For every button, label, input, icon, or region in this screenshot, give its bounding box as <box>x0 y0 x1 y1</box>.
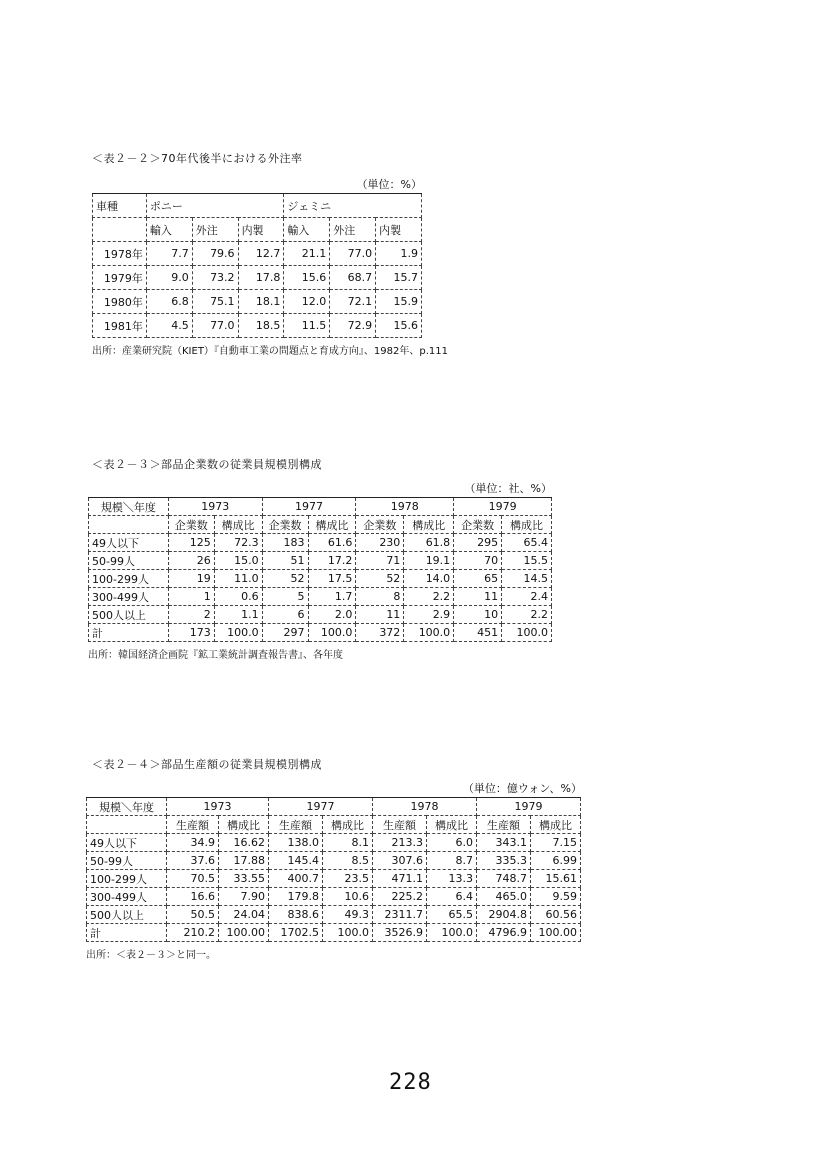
table-cell: 125 <box>168 534 214 552</box>
table-cell: 65.4 <box>502 534 552 552</box>
header-cell: 構成比 <box>219 816 269 834</box>
year-header: 1978 <box>373 798 477 816</box>
page-number: 228 <box>389 1070 432 1095</box>
row-label: 1981年 <box>93 314 147 338</box>
year-header: 1973 <box>168 498 262 516</box>
table-cell: 179.8 <box>269 888 323 906</box>
table-cell: 100.0 <box>427 924 477 942</box>
table-cell: 1.7 <box>308 588 356 606</box>
header-cell: ジェミニ <box>284 194 422 218</box>
header-cell: 構成比 <box>427 816 477 834</box>
table-cell: 61.6 <box>308 534 356 552</box>
row-label: 500人以上 <box>89 606 169 624</box>
table-cell: 7.7 <box>146 242 192 266</box>
table-cell: 37.6 <box>167 852 219 870</box>
table-cell: 72.3 <box>214 534 262 552</box>
header-cell: 内製 <box>238 218 284 242</box>
table-header-row <box>89 498 552 516</box>
table-cell: 33.55 <box>219 870 269 888</box>
table-2-2-source: 出所：産業研究院（KIET）『自動車工業の問題点と育成方向』、1982年、p.111 <box>92 346 448 357</box>
table-cell: 2.9 <box>404 606 454 624</box>
row-label: 100-299人 <box>87 870 167 888</box>
table-cell: 297 <box>262 624 308 642</box>
table-row <box>89 534 552 552</box>
empty-cell <box>89 516 169 534</box>
table-cell: 52 <box>262 570 308 588</box>
header-cell: 輸入 <box>284 218 330 242</box>
table-cell: 18.5 <box>238 314 284 338</box>
table-cell: 17.5 <box>308 570 356 588</box>
table-cell: 14.0 <box>404 570 454 588</box>
table-cell: 1.9 <box>376 242 422 266</box>
year-header: 1978 <box>356 498 454 516</box>
table-header-row <box>93 194 422 218</box>
table-cell: 70.5 <box>167 870 219 888</box>
table-cell: 2311.7 <box>373 906 427 924</box>
table-row <box>89 606 552 624</box>
table-total-row <box>89 624 552 642</box>
table-2-2-section <box>92 150 303 166</box>
table-cell: 18.1 <box>238 290 284 314</box>
table-cell: 77.0 <box>192 314 238 338</box>
table-cell: 70 <box>454 552 502 570</box>
table-row <box>87 906 581 924</box>
table-cell: 225.2 <box>373 888 427 906</box>
table-cell: 60.56 <box>531 906 581 924</box>
table-cell: 100.0 <box>214 624 262 642</box>
table-cell: 8.1 <box>323 834 373 852</box>
table-2-4-unit: （単位：億ウォン、%） <box>462 782 582 795</box>
header-cell: 外注 <box>330 218 376 242</box>
table-cell: 12.0 <box>284 290 330 314</box>
table-cell: 2.4 <box>502 588 552 606</box>
table-cell: 210.2 <box>167 924 219 942</box>
header-cell: 構成比 <box>323 816 373 834</box>
table-cell: 100.00 <box>531 924 581 942</box>
table-2-4 <box>86 797 581 942</box>
table-cell: 6.4 <box>427 888 477 906</box>
table-cell: 21.1 <box>284 242 330 266</box>
table-2-3-unit: （単位：社、%） <box>464 482 552 495</box>
empty-cell <box>93 218 147 242</box>
table-2-2-title: ＜表２－２＞70年代後半における外注率 <box>92 152 303 165</box>
table-cell: 451 <box>454 624 502 642</box>
table-cell: 471.1 <box>373 870 427 888</box>
table-row <box>87 888 581 906</box>
table-cell: 183 <box>262 534 308 552</box>
table-cell: 372 <box>356 624 404 642</box>
row-label: 49人以下 <box>89 534 169 552</box>
table-row <box>89 588 552 606</box>
table-cell: 465.0 <box>477 888 531 906</box>
table-cell: 8 <box>356 588 404 606</box>
year-header: 1979 <box>454 498 552 516</box>
row-label: 50-99人 <box>87 852 167 870</box>
table-cell: 230 <box>356 534 404 552</box>
table-cell: 8.5 <box>323 852 373 870</box>
table-cell: 11 <box>356 606 404 624</box>
table-cell: 343.1 <box>477 834 531 852</box>
table-cell: 100.0 <box>323 924 373 942</box>
table-total-row <box>87 924 581 942</box>
header-cell: 生産額 <box>373 816 427 834</box>
table-cell: 19.1 <box>404 552 454 570</box>
table-cell: 6 <box>262 606 308 624</box>
table-cell: 24.04 <box>219 906 269 924</box>
table-2-4-section <box>92 756 322 772</box>
row-label: 計 <box>89 624 169 642</box>
table-cell: 49.3 <box>323 906 373 924</box>
table-cell: 75.1 <box>192 290 238 314</box>
table-cell: 11.0 <box>214 570 262 588</box>
corner-header: 規模＼年度 <box>89 498 169 516</box>
table-cell: 19 <box>168 570 214 588</box>
table-cell: 838.6 <box>269 906 323 924</box>
table-2-2-block <box>92 176 448 357</box>
table-cell: 4796.9 <box>477 924 531 942</box>
table-cell: 7.90 <box>219 888 269 906</box>
header-cell: 構成比 <box>531 816 581 834</box>
year-header: 1973 <box>167 798 269 816</box>
table-cell: 6.99 <box>531 852 581 870</box>
table-row <box>87 870 581 888</box>
header-cell: 企業数 <box>356 516 404 534</box>
table-2-3-section <box>92 456 322 472</box>
table-cell: 2.2 <box>502 606 552 624</box>
table-2-4-source: 出所：＜表２－３＞と同一。 <box>86 950 216 961</box>
header-cell: 生産額 <box>477 816 531 834</box>
table-cell: 307.6 <box>373 852 427 870</box>
table-cell: 15.5 <box>502 552 552 570</box>
row-label: 計 <box>87 924 167 942</box>
table-cell: 1.1 <box>214 606 262 624</box>
table-cell: 51 <box>262 552 308 570</box>
year-header: 1977 <box>269 798 373 816</box>
table-cell: 17.8 <box>238 266 284 290</box>
year-header: 1979 <box>477 798 581 816</box>
row-label: 49人以下 <box>87 834 167 852</box>
table-cell: 138.0 <box>269 834 323 852</box>
table-row <box>87 834 581 852</box>
table-cell: 15.6 <box>284 266 330 290</box>
header-cell: 構成比 <box>214 516 262 534</box>
table-cell: 11.5 <box>284 314 330 338</box>
table-2-3 <box>88 497 552 642</box>
header-cell: 輸入 <box>146 218 192 242</box>
table-2-2 <box>92 193 422 338</box>
table-cell: 15.0 <box>214 552 262 570</box>
table-cell: 13.3 <box>427 870 477 888</box>
table-cell: 145.4 <box>269 852 323 870</box>
table-cell: 14.5 <box>502 570 552 588</box>
table-cell: 26 <box>168 552 214 570</box>
table-2-4-title: ＜表２－４＞部品生産額の従業員規模別構成 <box>92 758 322 771</box>
table-row <box>93 314 422 338</box>
table-row <box>89 570 552 588</box>
table-2-2-unit: （単位：%） <box>356 178 422 191</box>
header-cell: 企業数 <box>262 516 308 534</box>
table-2-3-block <box>88 480 552 661</box>
table-row <box>93 266 422 290</box>
table-cell: 17.88 <box>219 852 269 870</box>
table-cell: 71 <box>356 552 404 570</box>
table-cell: 6.0 <box>427 834 477 852</box>
table-cell: 2 <box>168 606 214 624</box>
row-label: 300-499人 <box>89 588 169 606</box>
table-2-3-title: ＜表２－３＞部品企業数の従業員規模別構成 <box>92 458 322 471</box>
table-cell: 10.6 <box>323 888 373 906</box>
header-cell: 内製 <box>376 218 422 242</box>
table-2-3-source: 出所：韓国経済企画院『鉱工業統計調査報告書』、各年度 <box>88 650 343 661</box>
table-subheader-row <box>89 516 552 534</box>
table-cell: 1702.5 <box>269 924 323 942</box>
table-cell: 7.15 <box>531 834 581 852</box>
table-cell: 77.0 <box>330 242 376 266</box>
table-cell: 72.9 <box>330 314 376 338</box>
table-subheader-row <box>87 816 581 834</box>
row-label: 1980年 <box>93 290 147 314</box>
table-row <box>87 852 581 870</box>
table-cell: 173 <box>168 624 214 642</box>
table-cell: 73.2 <box>192 266 238 290</box>
table-cell: 11 <box>454 588 502 606</box>
table-cell: 2904.8 <box>477 906 531 924</box>
table-cell: 0.6 <box>214 588 262 606</box>
row-label: 500人以上 <box>87 906 167 924</box>
table-cell: 748.7 <box>477 870 531 888</box>
table-cell: 15.6 <box>376 314 422 338</box>
table-cell: 65.5 <box>427 906 477 924</box>
row-label: 300-499人 <box>87 888 167 906</box>
header-cell: 生産額 <box>167 816 219 834</box>
table-cell: 213.3 <box>373 834 427 852</box>
table-cell: 2.0 <box>308 606 356 624</box>
table-cell: 100.0 <box>502 624 552 642</box>
table-cell: 65 <box>454 570 502 588</box>
table-cell: 4.5 <box>146 314 192 338</box>
table-cell: 50.5 <box>167 906 219 924</box>
table-cell: 100.0 <box>404 624 454 642</box>
table-cell: 15.7 <box>376 266 422 290</box>
header-cell: 生産額 <box>269 816 323 834</box>
empty-cell <box>87 816 167 834</box>
header-cell: 構成比 <box>502 516 552 534</box>
table-cell: 335.3 <box>477 852 531 870</box>
header-cell: 車種 <box>93 194 147 218</box>
table-row <box>93 242 422 266</box>
row-label: 50-99人 <box>89 552 169 570</box>
table-cell: 15.61 <box>531 870 581 888</box>
table-cell: 8.7 <box>427 852 477 870</box>
header-cell: 構成比 <box>308 516 356 534</box>
table-cell: 52 <box>356 570 404 588</box>
table-row <box>89 552 552 570</box>
row-label: 1979年 <box>93 266 147 290</box>
table-cell: 100.0 <box>308 624 356 642</box>
corner-header: 規模＼年度 <box>87 798 167 816</box>
header-cell: 企業数 <box>168 516 214 534</box>
row-label: 100-299人 <box>89 570 169 588</box>
table-cell: 72.1 <box>330 290 376 314</box>
table-cell: 16.6 <box>167 888 219 906</box>
table-cell: 3526.9 <box>373 924 427 942</box>
table-cell: 400.7 <box>269 870 323 888</box>
table-subheader-row <box>93 218 422 242</box>
table-cell: 17.2 <box>308 552 356 570</box>
table-cell: 15.9 <box>376 290 422 314</box>
table-cell: 68.7 <box>330 266 376 290</box>
header-cell: ポニー <box>146 194 284 218</box>
table-cell: 61.8 <box>404 534 454 552</box>
table-cell: 79.6 <box>192 242 238 266</box>
header-cell: 構成比 <box>404 516 454 534</box>
year-header: 1977 <box>262 498 356 516</box>
table-cell: 1 <box>168 588 214 606</box>
table-cell: 16.62 <box>219 834 269 852</box>
table-cell: 100.00 <box>219 924 269 942</box>
table-cell: 34.9 <box>167 834 219 852</box>
table-row <box>93 290 422 314</box>
table-2-4-block <box>86 780 582 961</box>
table-cell: 23.5 <box>323 870 373 888</box>
table-cell: 12.7 <box>238 242 284 266</box>
table-cell: 5 <box>262 588 308 606</box>
table-cell: 6.8 <box>146 290 192 314</box>
row-label: 1978年 <box>93 242 147 266</box>
table-header-row <box>87 798 581 816</box>
table-cell: 2.2 <box>404 588 454 606</box>
table-cell: 10 <box>454 606 502 624</box>
table-cell: 295 <box>454 534 502 552</box>
header-cell: 企業数 <box>454 516 502 534</box>
table-cell: 9.59 <box>531 888 581 906</box>
header-cell: 外注 <box>192 218 238 242</box>
table-cell: 9.0 <box>146 266 192 290</box>
